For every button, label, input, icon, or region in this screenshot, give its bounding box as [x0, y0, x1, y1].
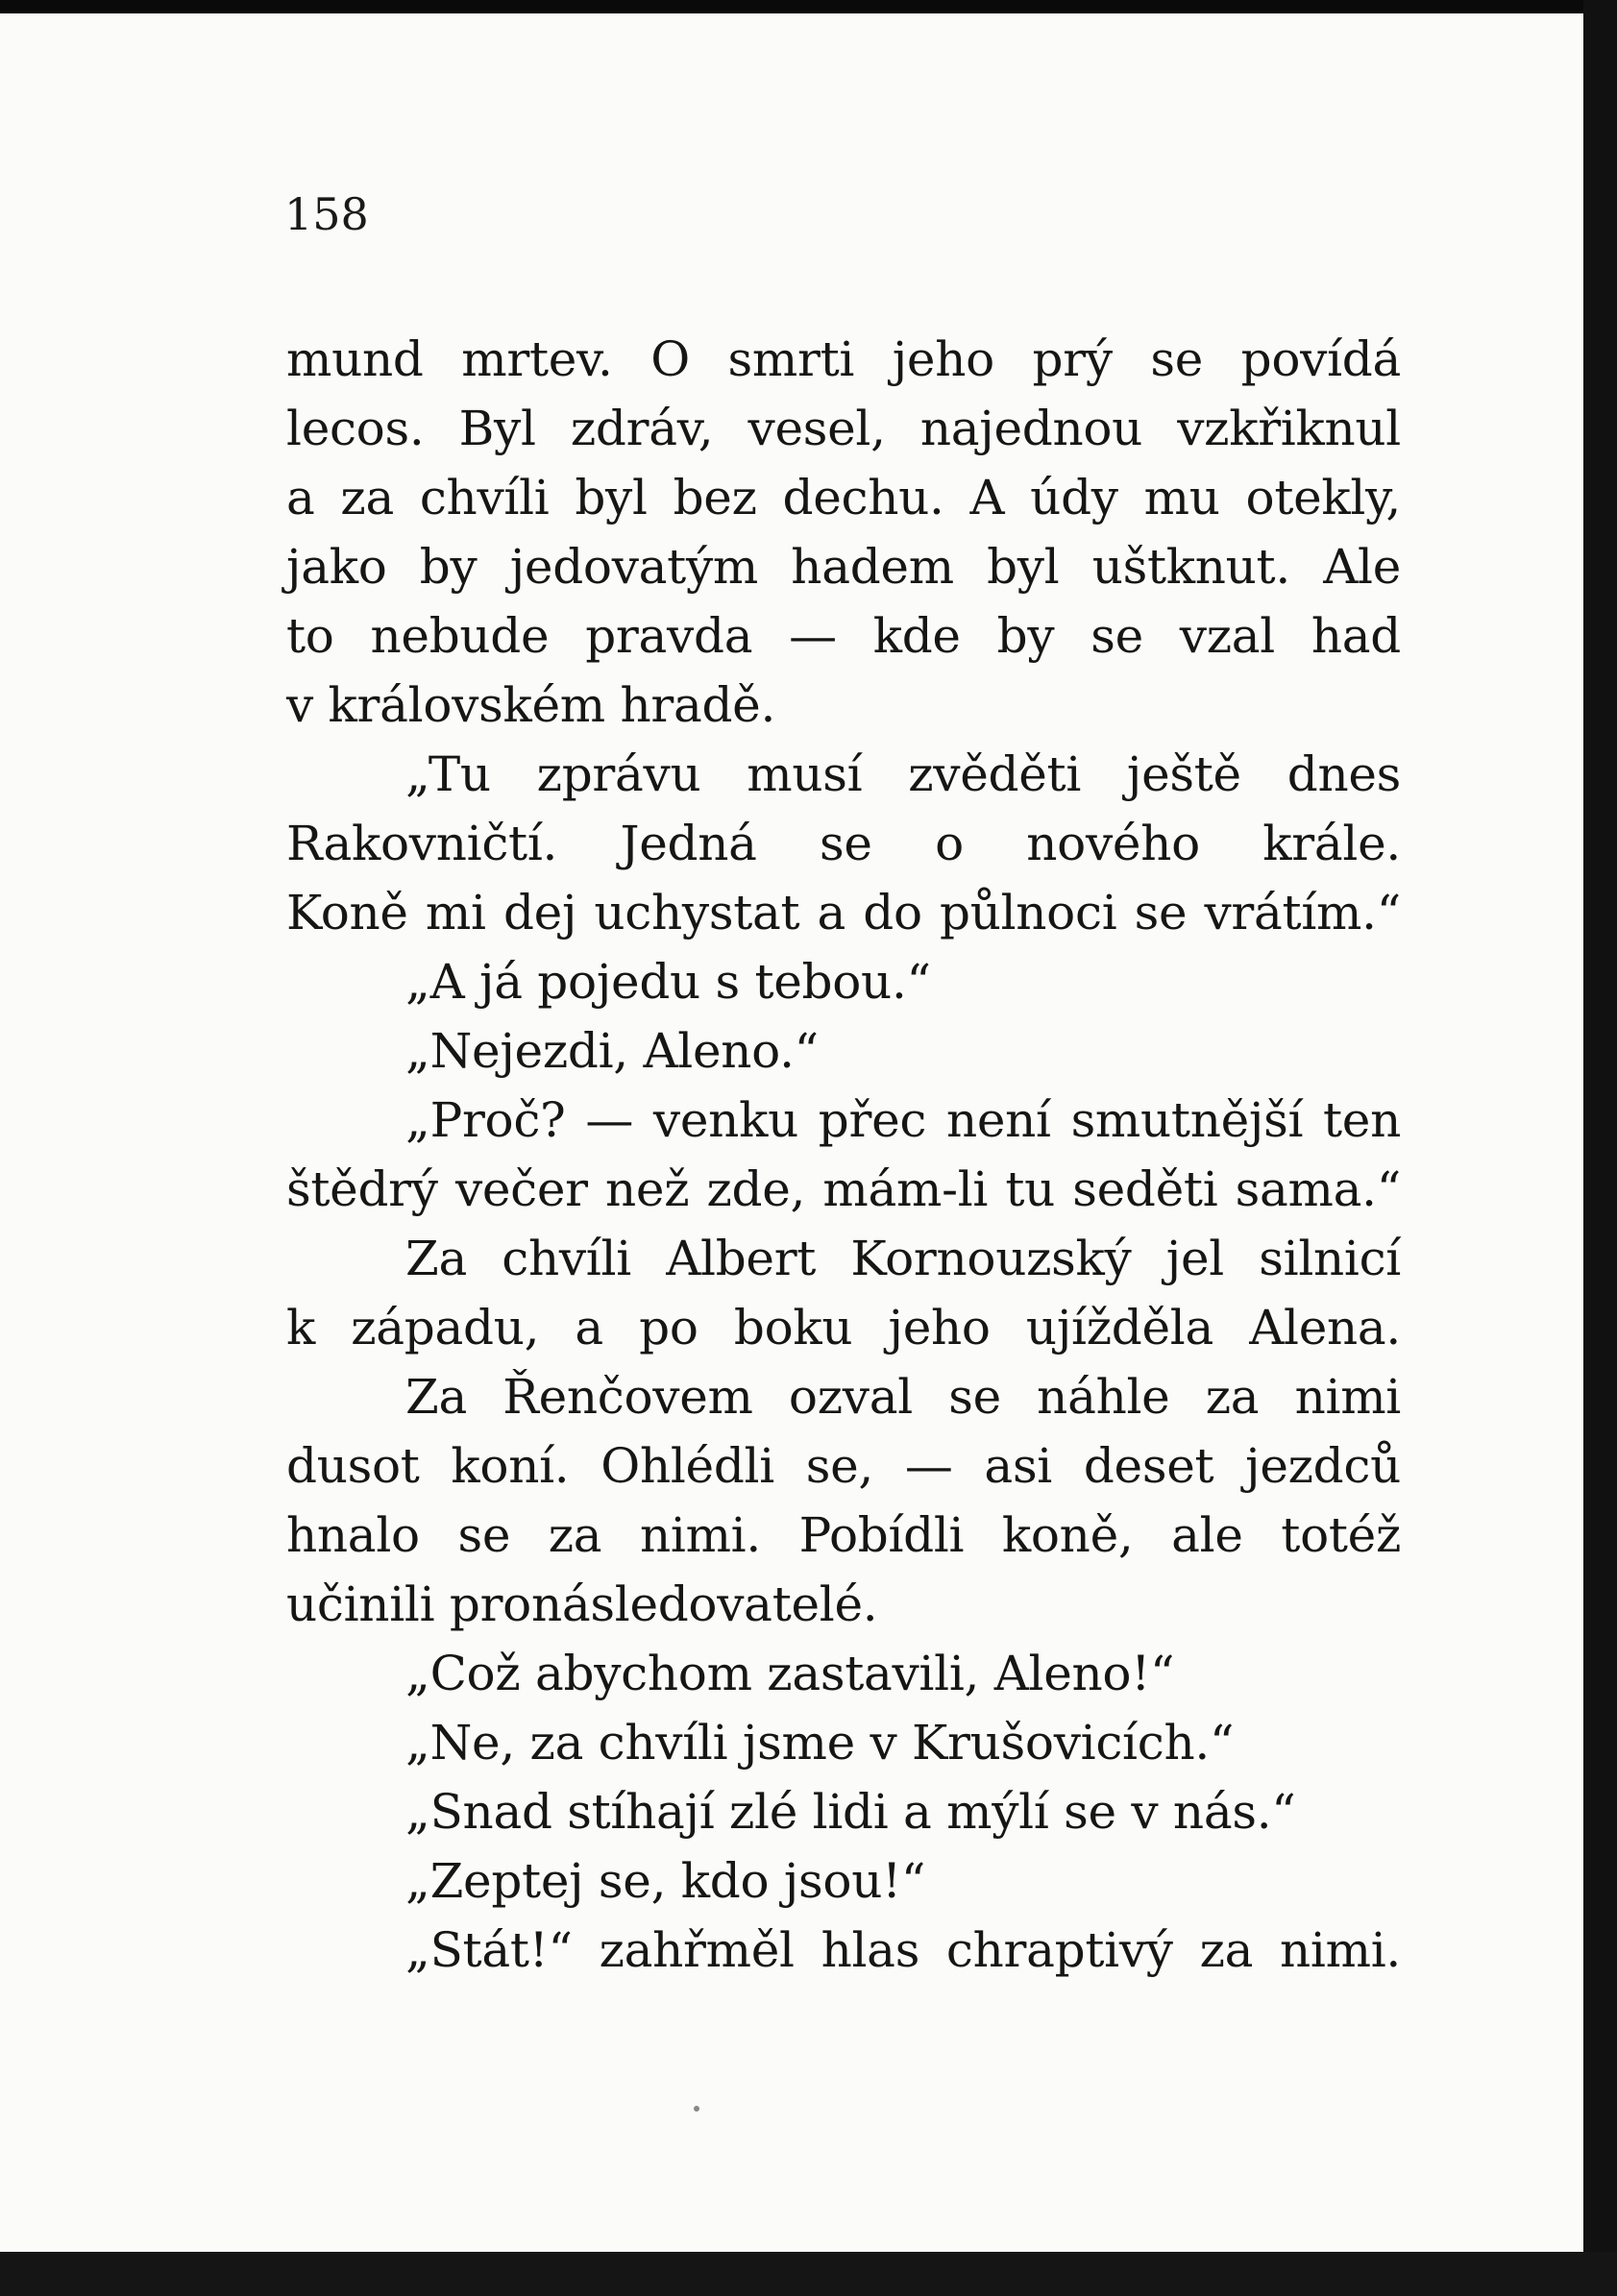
print-speck [694, 2106, 699, 2112]
body-text [286, 325, 1401, 1985]
text-line: mund mrtev. O smrti jeho prý se povídá [286, 331, 1401, 387]
text-line: „Nejezdi, Aleno.“ [405, 1023, 819, 1079]
text-line: „Což abychom zastavili, Aleno!“ [405, 1646, 1175, 1701]
text-line: „Zeptej se, kdo jsou!“ [405, 1853, 926, 1909]
text-line: to nebude pravda — kde by se vzal had [286, 608, 1401, 664]
text-line: Za chvíli Albert Kornouzský jel silnicí [405, 1231, 1401, 1286]
text-line: dusot koní. Ohlédli se, — asi deset jezdců [286, 1438, 1401, 1494]
text-line: štědrý večer než zde, mám-li tu seděti sama.“ [286, 1161, 1401, 1217]
text-line: Rakovničtí. Jedná se o nového krále. [286, 816, 1401, 871]
page-number: 158 [284, 188, 369, 240]
text-line: k západu, a po boku jeho ujížděla Alena. [286, 1300, 1401, 1356]
text-line: „Proč? — venku přec není smutnější ten [405, 1092, 1401, 1148]
text-line: Za Řenčovem ozval se náhle za nimi [405, 1369, 1401, 1425]
text-line: „A já pojedu s tebou.“ [405, 954, 931, 1010]
scan-edge-right [1583, 0, 1617, 2296]
text-line: učinili pronásledovatelé. [286, 1576, 878, 1632]
text-line: jako by jedovatým hadem byl uštknut. Ale [286, 539, 1401, 595]
text-line: hnalo se za nimi. Pobídli koně, ale totéž [286, 1507, 1401, 1563]
text-line: a za chvíli byl bez dechu. A údy mu otekly, [286, 470, 1401, 525]
text-line: v královském hradě. [286, 677, 776, 733]
book-page [0, 13, 1583, 2252]
text-line: „Tu zprávu musí zvěděti ještě dnes [405, 746, 1401, 802]
text-line: „Stát!“ zahřměl hlas chraptivý za nimi. [405, 1922, 1401, 1978]
scan-edge-bottom [0, 2252, 1617, 2296]
text-line: „Ne, za chvíli jsme v Krušovicích.“ [405, 1715, 1235, 1771]
text-line: „Snad stíhají zlé lidi a mýlí se v nás.“ [405, 1784, 1296, 1840]
text-line: lecos. Byl zdráv, vesel, najednou vzkřiknul [286, 401, 1401, 456]
text-line: Koně mi dej uchystat a do půlnoci se vrátím.“ [286, 885, 1401, 940]
